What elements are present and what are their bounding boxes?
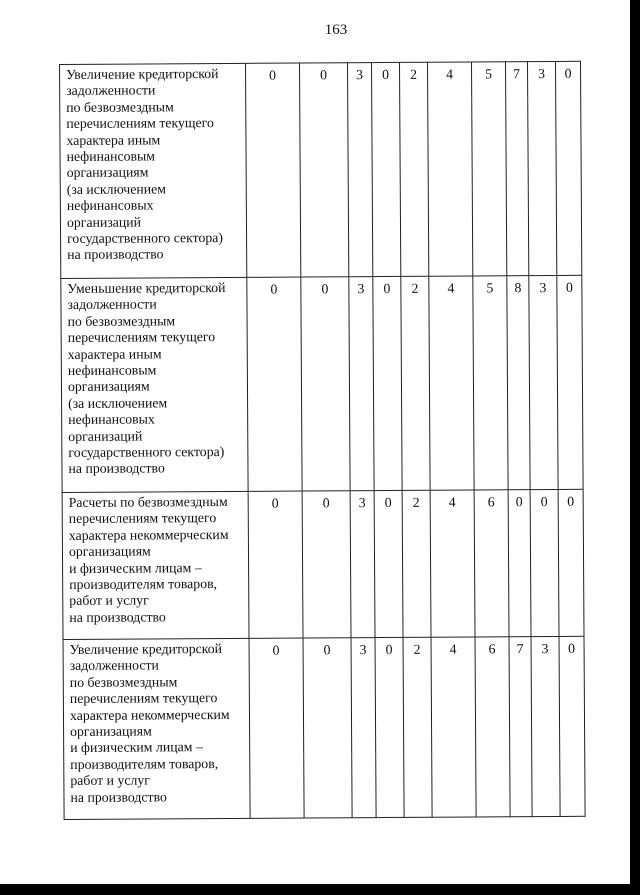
code-digit-cell: 0 xyxy=(558,489,584,636)
code-digit-cell: 0 xyxy=(302,491,351,638)
code-digit-cell: 0 xyxy=(375,637,404,817)
code-digit-cell: 0 xyxy=(247,277,302,491)
table-row xyxy=(63,636,585,819)
code-digit-cell: 3 xyxy=(351,638,376,818)
code-digit-cell: 3 xyxy=(349,277,374,491)
code-digit-cell: 5 xyxy=(471,62,506,276)
table-row xyxy=(62,489,584,639)
code-digit-cell: 0 xyxy=(508,490,531,637)
code-digit-cell: 0 xyxy=(555,61,581,275)
code-digit-cell: 0 xyxy=(301,277,350,491)
table-row xyxy=(61,275,583,492)
code-digit-cell: 8 xyxy=(507,276,530,490)
code-digit-cell: 2 xyxy=(399,62,428,276)
code-digit-cell: 5 xyxy=(473,276,508,490)
code-digit-cell: 6 xyxy=(475,637,510,817)
code-digit-cell: 4 xyxy=(430,490,475,637)
scan-border-right xyxy=(630,0,640,895)
code-digit-cell: 0 xyxy=(249,638,304,818)
code-digit-cell: 0 xyxy=(559,636,585,816)
row-description: Увеличение кредиторской задолженности по безвозмездным перечислениям текущего характера иным нефинансовым организациям (за исключением нефинансовых организаций государственного сектора) на производство xyxy=(60,63,247,278)
code-digit-cell: 0 xyxy=(371,62,400,276)
scan-border-bottom xyxy=(0,884,640,895)
page-number: 163 xyxy=(324,22,348,38)
classification-table xyxy=(59,61,586,820)
code-digit-cell: 0 xyxy=(530,489,559,636)
table-row xyxy=(60,61,582,278)
code-digit-cell: 3 xyxy=(350,491,375,638)
code-digit-cell: 3 xyxy=(531,636,560,816)
code-digit-cell: 0 xyxy=(248,491,303,638)
code-digit-cell: 4 xyxy=(431,637,476,817)
code-digit-cell: 0 xyxy=(245,63,300,277)
code-digit-cell: 6 xyxy=(474,490,509,637)
code-digit-cell: 0 xyxy=(557,275,583,489)
row-description: Уменьшение кредиторской задолженности по безвозмездным перечислениям текущего характера иным нефинансовым организациям (за исключением нефинансовых организаций государственного сектора) на производство xyxy=(61,277,248,492)
code-digit-cell: 7 xyxy=(509,637,532,817)
code-digit-cell: 0 xyxy=(373,276,402,490)
row-description: Расчеты по безвозмездным перечислениям текущего характера некоммерческим организациям и физическим лицам – производителям товаров, работ и услуг на производство xyxy=(62,491,249,639)
code-digit-cell: 0 xyxy=(303,638,352,818)
code-digit-cell: 0 xyxy=(374,490,403,637)
code-digit-cell: 3 xyxy=(527,61,556,275)
code-digit-cell: 2 xyxy=(402,490,431,637)
code-digit-cell: 7 xyxy=(505,62,528,276)
code-digit-cell: 3 xyxy=(529,275,558,489)
code-digit-cell: 0 xyxy=(299,63,348,277)
code-digit-cell: 2 xyxy=(401,276,430,490)
code-digit-cell: 4 xyxy=(427,62,472,276)
code-digit-cell: 3 xyxy=(347,63,372,277)
code-digit-cell: 2 xyxy=(403,637,432,817)
code-digit-cell: 4 xyxy=(429,276,474,490)
row-description: Увеличение кредиторской задолженности по безвозмездным перечислениям текущего характера некоммерческим организациям и физическим лицам – производителям товаров, работ и услуг на производство xyxy=(63,638,250,819)
